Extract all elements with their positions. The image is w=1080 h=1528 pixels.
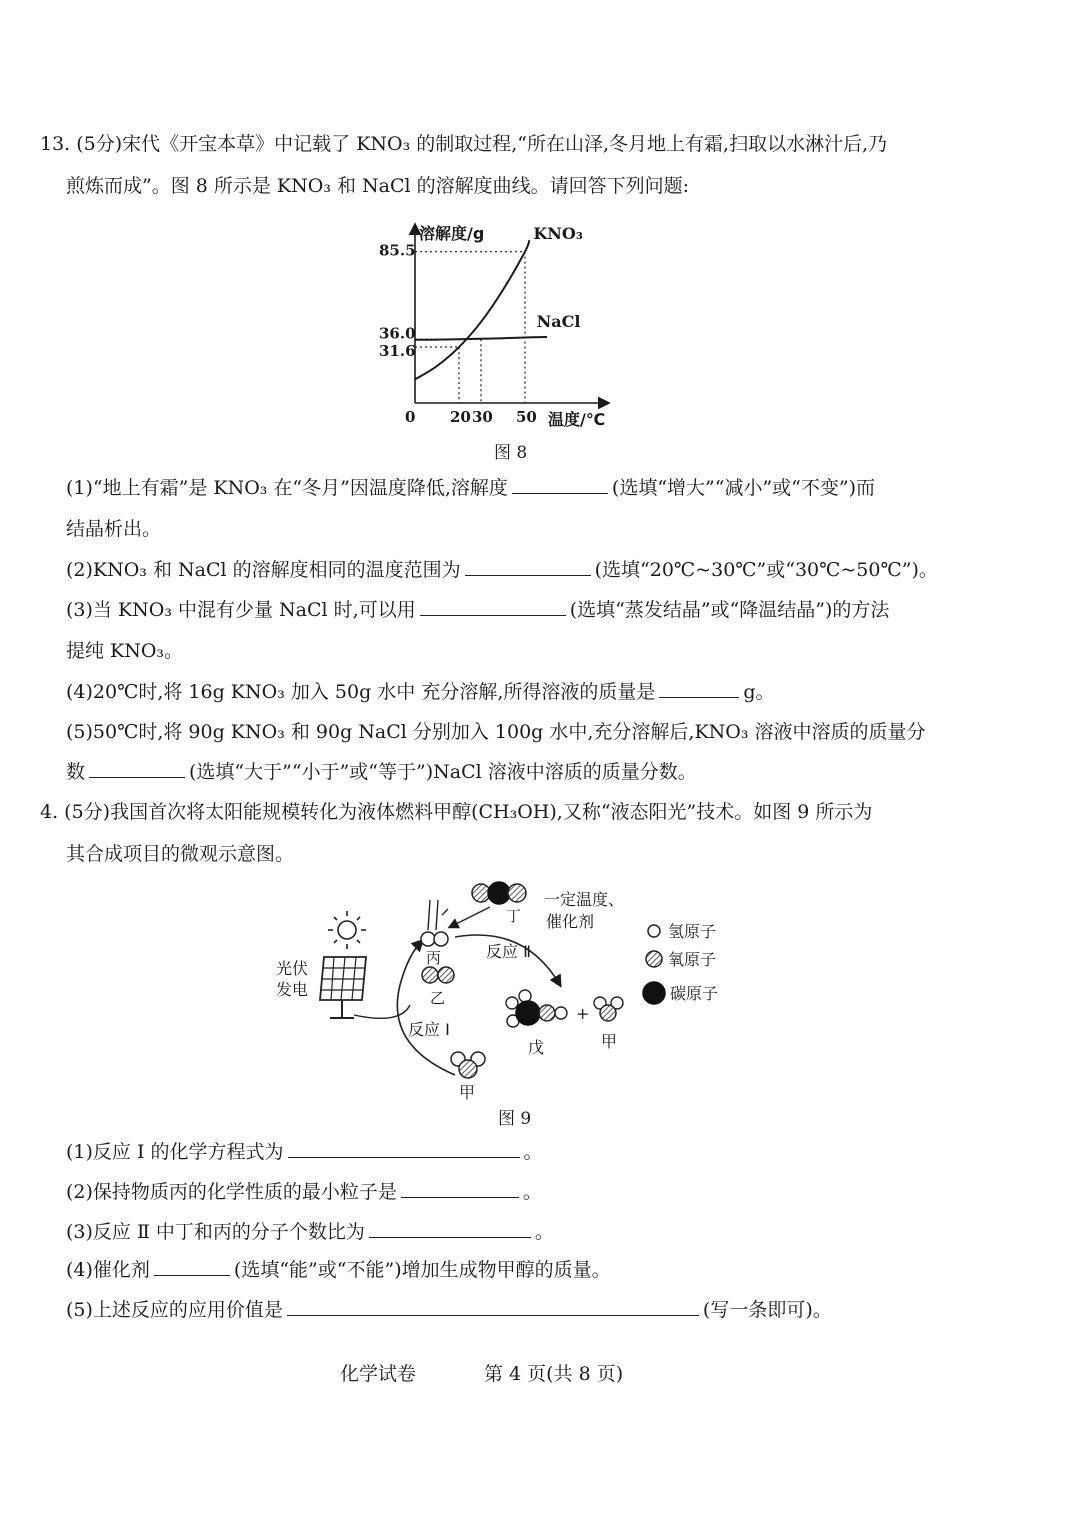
x-tick-label-50: 50 — [516, 408, 537, 426]
label-jia: 甲 — [459, 1083, 476, 1102]
reaction-1-label: 反应 Ⅰ — [408, 1020, 450, 1039]
q14-part5-text-b: (写一条即可)。 — [702, 1299, 832, 1321]
series-line-nacl — [415, 337, 547, 340]
q14-part1 — [66, 1138, 543, 1166]
q14-part5-text-a: (5)上述反应的应用价值是 — [66, 1299, 283, 1321]
label-ding: 丁 — [506, 907, 522, 925]
label-bing: 丙 — [426, 949, 442, 967]
legend — [643, 922, 718, 1004]
legend-oxygen-icon — [646, 951, 662, 967]
q14-part4 — [66, 1256, 611, 1284]
q13-answer-blank-4[interactable] — [659, 679, 739, 698]
label-jia-product: 甲 — [601, 1032, 618, 1051]
q14-part3 — [66, 1218, 554, 1246]
q13-part2-text-a: (2)KNO₃ 和 NaCl 的溶解度相同的温度范围为 — [66, 559, 461, 581]
q13-part5-line1: (5)50℃时,将 90g KNO₃ 和 90g NaCl 分别加入 100g 水中,充分溶解后,KNO₃ 溶液中溶质的质量分 — [66, 721, 926, 743]
q14-part2-text-a: (2)保持物质丙的化学性质的最小粒子是 — [66, 1181, 397, 1203]
q14-intro-line1: 4. (5分)我国首次将太阳能规模转化为液体燃料甲醇(CH₃OH),又称“液态阳光”技术。如图 9 所示为 — [40, 801, 873, 823]
q13-part5-text-b: 数 — [66, 761, 86, 783]
legend-hydrogen: 氢原子 — [668, 922, 717, 941]
legend-carbon-icon — [643, 982, 665, 1004]
pv-label-2: 发电 — [276, 980, 309, 999]
q13-part4-text-b: g。 — [743, 681, 775, 703]
figure-8-caption: 图 8 — [494, 443, 528, 463]
y-tick-label-85-5: 85.5 — [379, 241, 416, 260]
label-yi: 乙 — [430, 989, 446, 1007]
origin-label: 0 — [405, 408, 416, 426]
q13-answer-blank-5[interactable] — [89, 759, 185, 778]
q14-answer-blank-4[interactable] — [154, 1257, 230, 1276]
q13-part3-line1 — [66, 596, 889, 624]
pv-label-1: 光伏 — [276, 959, 309, 978]
label-wu: 戊 — [528, 1038, 545, 1057]
plus-sign: + — [576, 1004, 590, 1023]
q14-answer-blank-2[interactable] — [401, 1179, 519, 1198]
q14-part5 — [66, 1296, 832, 1324]
figure-9-caption: 图 9 — [498, 1109, 532, 1129]
q13-part1-line1 — [66, 474, 875, 502]
q13-intro-line2: 煎炼而成”。图 8 所示是 KNO₃ 和 NaCl 的溶解度曲线。请回答下列问题: — [66, 175, 690, 197]
series-line-kno3 — [415, 240, 529, 379]
legend-hydrogen-icon — [648, 925, 660, 937]
q14-part1-text-a: (1)反应 Ⅰ 的化学方程式为 — [66, 1141, 284, 1163]
x-axis-label: 温度/℃ — [548, 410, 606, 429]
footer-subject: 化学试卷 — [340, 1363, 417, 1385]
q14-answer-blank-3[interactable] — [369, 1219, 531, 1238]
q13-part1-line2: 结晶析出。 — [66, 518, 162, 540]
q13-part5-text-c: (选填“大于”“小于”或“等于”)NaCl 溶液中溶质的质量分数。 — [189, 761, 697, 783]
molecule-jia-water-product — [594, 997, 623, 1021]
q14-part3-text-a: (3)反应 Ⅱ 中丁和丙的分子个数比为 — [66, 1221, 365, 1243]
solar-panel-icon — [320, 957, 366, 1018]
q13-part2 — [66, 556, 938, 584]
q14-intro-line2: 其合成项目的微观示意图。 — [66, 843, 295, 865]
y-tick-label-36-0: 36.0 — [379, 324, 416, 343]
q14-answer-blank-5[interactable] — [287, 1297, 699, 1316]
q14-part4-text-a: (4)催化剂 — [66, 1259, 150, 1281]
series-label-nacl: NaCl — [536, 312, 581, 332]
q13-part4-text-a: (4)20℃时,将 16g KNO₃ 加入 50g 水中 充分溶解,所得溶液的质量是 — [66, 681, 656, 703]
q14-part1-text-b: 。 — [523, 1141, 543, 1163]
molecule-wu-methanol — [506, 990, 567, 1027]
q14-part3-text-b: 。 — [534, 1221, 554, 1243]
x-tick-label-20: 20 — [450, 408, 471, 426]
q13-part5-line2 — [66, 758, 697, 786]
sun-icon — [328, 911, 366, 949]
q13-part1-text-b: (选填“增大”“减小”或“不变”)而 — [611, 477, 876, 499]
q13-answer-blank-3[interactable] — [420, 597, 566, 616]
q14-part2 — [66, 1178, 542, 1206]
x-tick-label-30: 30 — [472, 408, 493, 426]
synthesis-micro-diagram — [270, 875, 750, 1105]
legend-carbon: 碳原子 — [670, 984, 719, 1003]
legend-oxygen: 氧原子 — [668, 950, 717, 969]
q13-part3-text-a: (3)当 KNO₃ 中混有少量 NaCl 时,可以用 — [66, 599, 416, 621]
condition-text-2: 催化剂 — [546, 912, 595, 931]
q13-part3-line2: 提纯 KNO₃。 — [66, 640, 184, 662]
q13-part2-text-b: (选填“20℃~30℃”或“30℃~50℃”)。 — [594, 559, 938, 581]
y-tick-label-31-6: 31.6 — [379, 342, 416, 361]
y-axis-label: 溶解度/g — [419, 224, 485, 243]
q13-part1-text-a: (1)“地上有霜”是 KNO₃ 在“冬月”因温度降低,溶解度 — [66, 477, 508, 499]
q14-part4-text-b: (选填“能”或“不能”)增加生成物甲醇的质量。 — [233, 1259, 611, 1281]
series-label-kno3: KNO₃ — [533, 223, 583, 243]
molecule-yi-oxygen — [422, 967, 454, 983]
molecule-bing-hydrogen — [421, 932, 448, 946]
q13-part4 — [66, 678, 775, 706]
reaction-2-label: 反应 Ⅱ — [486, 942, 531, 961]
q13-answer-blank-2[interactable] — [465, 557, 591, 576]
q13-answer-blank-1[interactable] — [512, 475, 608, 494]
molecule-jia-water — [451, 1052, 485, 1078]
footer-page-number: 第 4 页(共 8 页) — [484, 1363, 624, 1385]
q13-intro-line1: 13. (5分)宋代《开宝本草》中记载了 KNO₃ 的制取过程,“所在山泽,冬月地上有霜,扫取以水淋汁后,乃 — [40, 133, 888, 155]
q14-part2-text-b: 。 — [522, 1181, 542, 1203]
molecule-ding-co2 — [472, 882, 526, 904]
q14-answer-blank-1[interactable] — [288, 1139, 520, 1158]
condition-text-1: 一定温度、 — [544, 890, 625, 909]
solubility-chart — [360, 215, 620, 435]
q13-part3-text-b: (选填“蒸发结晶”或“降温结晶”)的方法 — [569, 599, 890, 621]
